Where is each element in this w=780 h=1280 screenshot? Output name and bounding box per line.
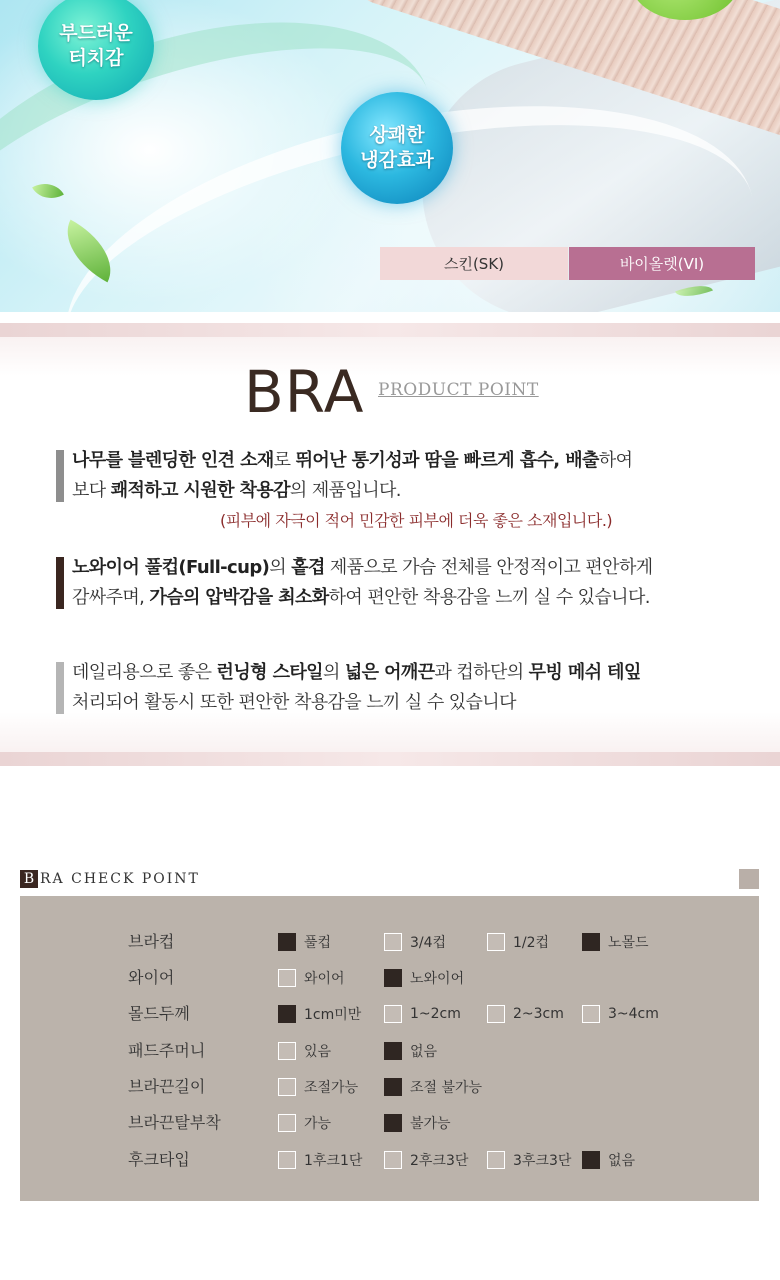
check-option[interactable]: [384, 1004, 461, 1024]
checkbox-checked[interactable]: [582, 933, 600, 951]
check-option[interactable]: [278, 932, 331, 952]
checkbox-unchecked[interactable]: [278, 1078, 296, 1096]
check-option-label: 없음: [410, 1044, 438, 1060]
bubble-text-line: 냉감효과: [360, 149, 434, 171]
check-row: [20, 1039, 759, 1063]
check-option-label: 없음: [608, 1153, 636, 1169]
point-line: [72, 476, 632, 506]
check-point-header: [20, 869, 200, 889]
check-option[interactable]: [582, 1004, 659, 1024]
checkbox-unchecked[interactable]: [384, 1005, 402, 1023]
point-marker: [56, 662, 64, 714]
bubble-text-line: 부드러운: [59, 22, 133, 44]
body-text: 과 컵하단의: [434, 662, 529, 683]
emphasis-text: 런닝형 스타일: [216, 662, 323, 683]
check-option-label: 3~4cm: [608, 1006, 659, 1022]
check-option-label: 불가능: [410, 1116, 451, 1132]
body-text: 의: [269, 557, 292, 578]
check-option-label: 1cm미만: [304, 1007, 362, 1023]
check-option-label: 3후크3단: [513, 1153, 572, 1169]
check-row: [20, 1111, 759, 1135]
check-option[interactable]: [384, 932, 446, 952]
checkbox-unchecked[interactable]: [582, 1005, 600, 1023]
checkbox-unchecked[interactable]: [384, 933, 402, 951]
check-option[interactable]: [384, 968, 464, 988]
checkbox-checked[interactable]: [384, 969, 402, 987]
body-text: 처리되어 활동시 또한 편안한 착용감을 느끼 실 수 있습니다: [72, 692, 516, 713]
checkbox-unchecked[interactable]: [278, 1042, 296, 1060]
check-option-label: 1/2컵: [513, 935, 550, 951]
checkbox-unchecked[interactable]: [487, 1151, 505, 1169]
check-option-label: 풀컵: [304, 935, 332, 951]
check-row-label: 브라컵: [128, 932, 175, 951]
body-text: 하여 편안한 착용감을 느끼 실 수 있습니다.: [328, 587, 650, 608]
check-option-label: 조절가능: [304, 1080, 359, 1096]
checkbox-checked[interactable]: [384, 1042, 402, 1060]
point-text: [72, 553, 653, 613]
check-row: [20, 966, 759, 990]
emphasis-text: 나무를 블렌딩한 인견 소재: [72, 450, 274, 471]
check-option[interactable]: [582, 932, 649, 952]
emphasis-text: 쾌적하고 시원한 착용감: [110, 480, 290, 501]
check-option[interactable]: [384, 1150, 468, 1170]
check-option[interactable]: [384, 1077, 482, 1097]
body-text: 하여: [598, 450, 633, 471]
color-option-label: 바이올렛(VI): [619, 255, 705, 273]
body-text: 제품으로 가슴 전체를 안정적이고 편안하게: [324, 557, 653, 578]
checkbox-unchecked[interactable]: [487, 1005, 505, 1023]
check-option[interactable]: [278, 1113, 331, 1133]
check-row: [20, 930, 759, 954]
point-line: [72, 553, 653, 583]
point-marker: [56, 450, 64, 502]
feature-bubble-cooling: [341, 92, 453, 204]
body-text: 로: [273, 450, 296, 471]
check-point-table: [20, 896, 759, 1201]
check-option[interactable]: [278, 1150, 362, 1170]
check-option-label: 와이어: [304, 971, 345, 987]
check-option-label: 3/4컵: [410, 935, 447, 951]
check-option-label: 1~2cm: [410, 1006, 461, 1022]
checkbox-unchecked[interactable]: [487, 933, 505, 951]
checkbox-checked[interactable]: [278, 1005, 296, 1023]
check-option[interactable]: [278, 968, 345, 988]
point-note: (피부에 자극이 적어 민감한 피부에 더욱 좋은 소재입니다.): [220, 511, 613, 530]
check-option[interactable]: [384, 1113, 451, 1133]
check-option[interactable]: [487, 1150, 571, 1170]
check-row: [20, 1002, 759, 1026]
color-option-label: 스킨(SK): [443, 255, 505, 273]
hero-banner: [0, 0, 780, 312]
check-option[interactable]: [487, 1004, 564, 1024]
color-option-skin[interactable]: [380, 247, 568, 280]
emphasis-text: 무빙 메쉬 테잎: [528, 662, 641, 683]
checkbox-checked[interactable]: [582, 1151, 600, 1169]
body-text: 감싸주며,: [72, 587, 150, 608]
check-option-label: 1후크1단: [304, 1153, 363, 1169]
check-row-label: 패드주머니: [128, 1041, 206, 1060]
check-row: [20, 1148, 759, 1172]
emphasis-text: 뛰어난 통기성과 땀을 빠르게 흡수, 배출: [295, 450, 599, 471]
check-row-label: 후크타입: [128, 1150, 190, 1169]
bubble-text-line: 터치감: [68, 47, 124, 69]
emphasis-text: 홑겹: [291, 557, 325, 578]
checkbox-checked[interactable]: [384, 1078, 402, 1096]
point-line: [72, 658, 641, 688]
point-marker: [56, 557, 64, 609]
divider: [0, 752, 780, 766]
divider: [0, 323, 780, 337]
check-option-label: 2후크3단: [410, 1153, 469, 1169]
check-option-label: 가능: [304, 1116, 332, 1132]
checkbox-unchecked[interactable]: [278, 1151, 296, 1169]
check-option[interactable]: [278, 1041, 331, 1061]
check-option[interactable]: [384, 1041, 437, 1061]
section-title: BRA: [244, 358, 365, 426]
check-option[interactable]: [487, 932, 549, 952]
check-option[interactable]: [278, 1077, 358, 1097]
emphasis-text: 노와이어 풀컵(Full-cup): [72, 557, 270, 578]
check-option[interactable]: [278, 1004, 361, 1024]
check-row-label: 와이어: [128, 968, 175, 987]
checkbox-unchecked[interactable]: [278, 1114, 296, 1132]
header-initial: B: [20, 870, 38, 888]
point-text: [72, 658, 641, 718]
checkbox-unchecked[interactable]: [278, 969, 296, 987]
check-option-label: 2~3cm: [513, 1006, 564, 1022]
body-text: 의 제품입니다.: [289, 480, 401, 501]
check-row-label: 몰드두께: [128, 1004, 190, 1023]
point-line: [72, 583, 653, 613]
section-subtitle: PRODUCT POINT: [378, 380, 539, 400]
body-text: 데일리용으로 좋은: [72, 662, 217, 683]
point-line: [72, 446, 632, 476]
header-square-decor: [739, 869, 759, 889]
check-option-label: 노와이어: [410, 971, 465, 987]
checkbox-unchecked[interactable]: [384, 1151, 402, 1169]
check-row: [20, 1075, 759, 1099]
check-option-label: 있음: [304, 1044, 332, 1060]
color-option-violet[interactable]: [569, 247, 755, 280]
check-row-label: 브라끈길이: [128, 1077, 206, 1096]
point-text: [72, 446, 632, 506]
checkbox-checked[interactable]: [384, 1114, 402, 1132]
body-text: 의: [322, 662, 345, 683]
body-text: 보다: [72, 480, 111, 501]
emphasis-text: 넓은 어깨끈: [344, 662, 435, 683]
check-row-label: 브라끈탈부착: [128, 1113, 221, 1132]
emphasis-text: 가슴의 압박감을 최소화: [149, 587, 329, 608]
checkbox-checked[interactable]: [278, 933, 296, 951]
check-option[interactable]: [582, 1150, 635, 1170]
check-option-label: 조절 불가능: [410, 1080, 483, 1096]
header-title: RA CHECK POINT: [40, 871, 200, 887]
point-line: [72, 688, 641, 718]
bubble-text-line: 상쾌한: [369, 124, 425, 146]
check-option-label: 노몰드: [608, 935, 649, 951]
